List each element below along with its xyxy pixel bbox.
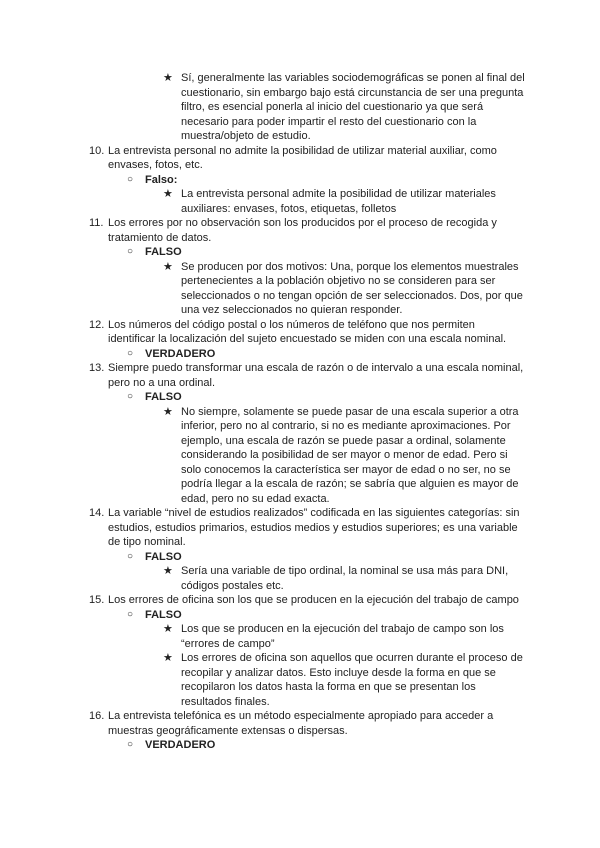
pre-bullet-text: Sí, generalmente las variables sociodemográficas se ponen al final del — [181, 72, 525, 84]
item-13-question: Siempre puedo transformar una escala de razón o de intervalo a una escala nominal, — [108, 362, 524, 374]
item-12-question: Los números del código postal o los números de teléfono que nos permiten — [108, 318, 475, 331]
item-15-bullet-0-text: “errores de campo” — [181, 637, 275, 650]
item-10-bullet-0-text: La entrevista personal admite la posibilidad de utilizar materiales — [181, 188, 496, 200]
pre-bullet-text: filtro, es esencial ponerla al inicio del cuestionario ya que será — [181, 101, 484, 113]
item-14-answer: FALSO — [145, 550, 182, 563]
item-11-bullet-0-text: seleccionados o no tengan opción de ser seleccionados. Dos, por que — [181, 289, 523, 302]
item-16-circle-icon: ○ — [127, 739, 134, 750]
item-11-answer: FALSO — [145, 246, 182, 258]
item-12-number: 12. — [89, 318, 105, 331]
item-11-bullet-0-text: pertenecientes a la población objetivo no se consideren para ser — [181, 275, 496, 287]
item-15-bullet-1-text: recopilar y analizar datos. Esto incluye desde la forma en que se — [181, 666, 496, 679]
item-13-bullet-0-text: solo conocemos la característica ser mayor de edad o no ser, no se — [181, 463, 511, 476]
item-16-question: muestras geográficamente extensas o dispersas. — [108, 724, 348, 737]
item-16-answer: VERDADERO — [145, 739, 216, 751]
item-15-question: Los errores de oficina son los que se producen en la ejecución del trabajo de campo — [108, 594, 519, 606]
item-11-bullet-0-text: una vez seleccionados no quieran responder. — [181, 304, 403, 316]
item-14-question: La variable “nivel de estudios realizados” codificada en las siguientes categorías: sin — [108, 507, 520, 519]
item-14-bullet-0-text: Sería una variable de tipo ordinal, la nominal se usa más para DNI, — [181, 565, 509, 577]
item-11-question: Los errores por no observación son los producidos por el proceso de recogida y — [108, 217, 497, 229]
item-13-bullet-0-text: inferior, pero no al contrario, si no es mediante aproximaciones. Por — [181, 420, 511, 432]
item-12-answer: VERDADERO — [145, 347, 216, 360]
item-13-number: 13. — [89, 362, 105, 374]
pre-bullet-star-icon: ★ — [163, 72, 173, 84]
item-11-bullet-0-text: Se producen por dos motivos: Una, porque los elementos muestrales — [181, 260, 519, 273]
item-15-bullet-1-text: Los errores de oficina son aquellos que ocurren durante el proceso de — [181, 652, 523, 664]
item-12-circle-icon: ○ — [127, 347, 134, 359]
item-13-bullet-0-text: edad, pero no su edad exacta. — [181, 492, 330, 505]
item-13-bullet-0-text: ejemplo, una escala de razón se puede pasar a ordinal, solamente — [181, 434, 506, 447]
item-15-answer: FALSO — [145, 608, 182, 621]
item-13-circle-icon: ○ — [127, 391, 134, 402]
item-10-bullet-0-text: auxiliares: envases, fotos, etiquetas, folletos — [181, 202, 397, 215]
item-11-number: 11. — [89, 217, 104, 229]
item-12-question: identificar la localización del sujeto encuestado se miden con una escala nominal. — [108, 333, 507, 345]
item-16-question: La entrevista telefónica es un método especialmente apropiado para acceder a — [108, 710, 494, 722]
item-15-bullet-1-text: recopilaron los datos hasta la forma en que se presentan los — [181, 681, 476, 693]
pre-bullet-text: necesario para poder impartir el resto del cuestionario con la — [181, 115, 477, 128]
item-15-bullet-0-star-icon: ★ — [163, 623, 173, 635]
item-15-bullet-1-text: resultados finales. — [181, 695, 270, 708]
item-13-answer: FALSO — [145, 391, 182, 403]
item-14-bullet-0-text: códigos postales etc. — [181, 579, 284, 592]
item-10-bullet-0-star-icon: ★ — [163, 188, 173, 200]
item-10-answer: Falso: — [145, 173, 178, 186]
item-14-question: de tipo nominal. — [108, 536, 186, 548]
pre-bullet-text: muestra/objeto de estudio. — [181, 130, 311, 142]
item-10-number: 10. — [89, 144, 105, 157]
item-15-bullet-0-text: Los que se producen en la ejecución del trabajo de campo son los — [181, 623, 504, 635]
item-14-number: 14. — [89, 507, 105, 519]
item-13-bullet-0-text: No siempre, solamente se puede pasar de una escala superior a otra — [181, 405, 519, 418]
item-15-circle-icon: ○ — [127, 608, 134, 620]
item-13-bullet-0-star-icon: ★ — [163, 405, 173, 418]
item-16-number: 16. — [89, 710, 105, 722]
item-13-bullet-0-text: considerando la posibilidad de ser mayor o menor de edad. Pero si — [181, 449, 508, 461]
item-10-circle-icon: ○ — [127, 173, 134, 185]
item-10-question: La entrevista personal no admite la posibilidad de utilizar material auxiliar, como — [108, 144, 497, 157]
item-11-question: tratamiento de datos. — [108, 231, 212, 244]
item-14-circle-icon: ○ — [127, 550, 134, 562]
item-14-question: estudios, estudios primarios, estudios medios y estudios superiores; es una variable — [108, 521, 518, 534]
pre-bullet-text: cuestionario, sin embargo bajo está circunstancia de ser una pregunta — [181, 86, 524, 99]
item-13-bullet-0-text: podría llegar a la escala de razón; se sabría que alguien es mayor de — [181, 478, 519, 490]
item-13-question: pero no a una ordinal. — [108, 376, 216, 389]
item-10-question: envases, fotos, etc. — [108, 159, 203, 171]
item-11-bullet-0-star-icon: ★ — [163, 260, 173, 273]
item-15-bullet-1-star-icon: ★ — [163, 652, 173, 664]
item-15-number: 15. — [89, 594, 105, 606]
item-11-circle-icon: ○ — [127, 246, 134, 257]
item-14-bullet-0-star-icon: ★ — [163, 565, 173, 577]
